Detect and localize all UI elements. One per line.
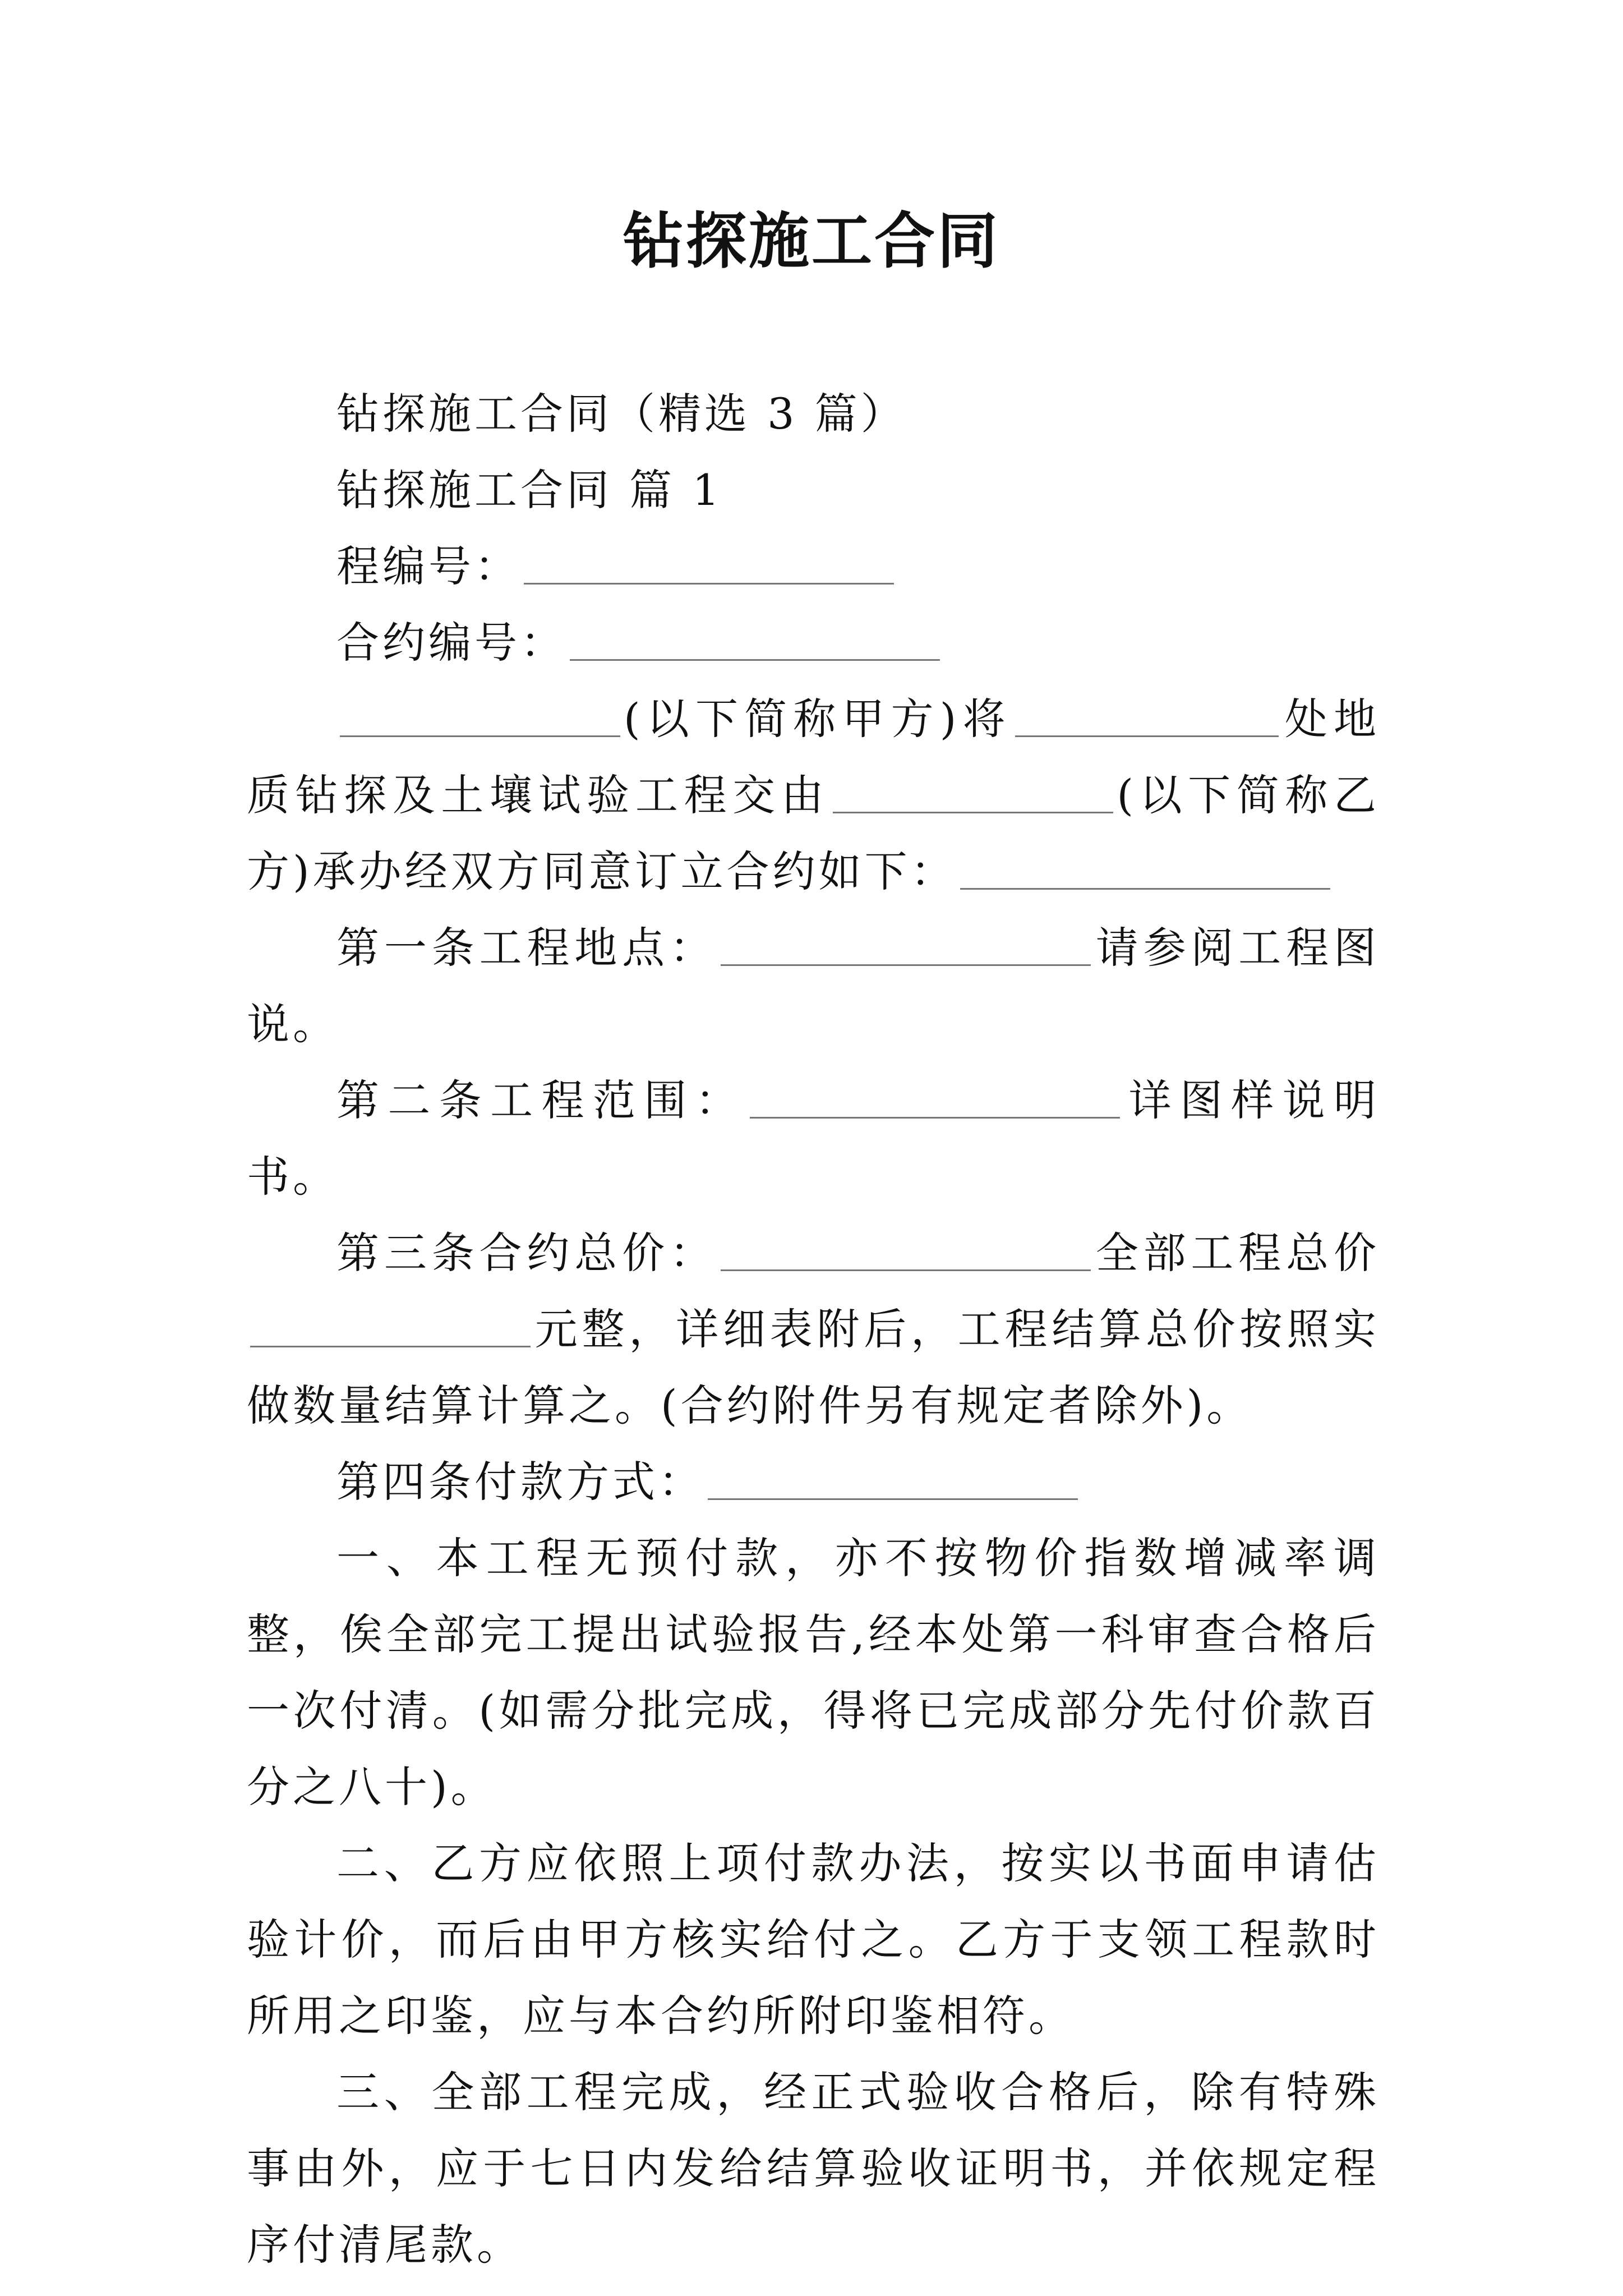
article-3-mid: 全部工程总价 [1094, 1228, 1380, 1278]
article-3-tail: 元整，详细表附后，工程结算总价按照实做数量结算计算之。(合约附件另有规定者除外)。 [247, 1304, 1380, 1430]
contract-number-blank [570, 625, 940, 661]
article-3 [247, 1215, 1380, 1444]
project-number-blank [524, 549, 894, 585]
article-3-label: 第三条合约总价： [336, 1228, 717, 1278]
contract-number-line [247, 605, 1380, 681]
article-1-label: 第一条工程地点： [336, 923, 717, 973]
location-blank [1015, 702, 1279, 737]
part-heading-line [247, 452, 1380, 528]
project-number-label: 程编号： [336, 541, 520, 591]
payment-item-3-text: 三、全部工程完成，经正式验收合格后，除有特殊事由外，应于七日内发给结算验收证明书，并依规定程序付清尾款。 [247, 2067, 1380, 2270]
paragraph-parties [247, 681, 1380, 910]
party-a-blank [340, 702, 620, 737]
article-1-tail: 请参阅工程图说。 [247, 923, 1380, 1049]
payment-item-3 [247, 2054, 1380, 2283]
payment-item-2 [247, 1825, 1380, 2054]
party-b-blank [833, 778, 1113, 813]
article-4 [247, 1444, 1380, 1520]
project-number-line [247, 528, 1380, 605]
para1-part-a: (以下简称甲方)将 [624, 694, 1012, 744]
payment-item-2-text: 二、乙方应依照上项付款办法，按实以书面申请估验计价，而后由甲方核实给付之。乙方于支领工程款时所用之印鉴，应与本合约所附印鉴相符。 [247, 1838, 1380, 2041]
total-price-blank [250, 1312, 531, 1347]
article-2-label: 第二条工程范围： [336, 1075, 747, 1125]
document-title: 钻探施工合同 [623, 206, 1000, 277]
payment-item-1-text: 一、本工程无预付款，亦不按物价指数增减率调整，俟全部完工提出试验报告,经本处第一科审查合格后一次付清。(如需分批完成，得将已完成部分先付价款百分之八十)。 [247, 1533, 1380, 1812]
agreement-blank [960, 854, 1330, 890]
contract-number-label: 合约编号： [336, 618, 566, 668]
article-1-blank [721, 931, 1091, 966]
article-4-label: 第四条付款方式： [336, 1457, 704, 1507]
article-2-tail: 详图样说明书。 [247, 1075, 1380, 1202]
document-body [247, 376, 1380, 2283]
subtitle-line [247, 376, 1380, 452]
article-1 [247, 910, 1380, 1062]
article-2 [247, 1062, 1380, 1215]
article-3-blank [721, 1236, 1091, 1271]
para1-part-b: 处地质钻探及土壤试验工程交由 [247, 694, 1380, 820]
subtitle-text: 钻探施工合同（精选 3 篇） [336, 389, 907, 439]
article-4-blank [708, 1465, 1078, 1500]
para1-part-c: (以下简称乙方)承办经双方同意订立合约如下： [247, 770, 1380, 896]
part-heading-text: 钻探施工合同 篇 1 [336, 465, 723, 515]
payment-item-1 [247, 1520, 1380, 1825]
article-2-blank [750, 1083, 1120, 1119]
